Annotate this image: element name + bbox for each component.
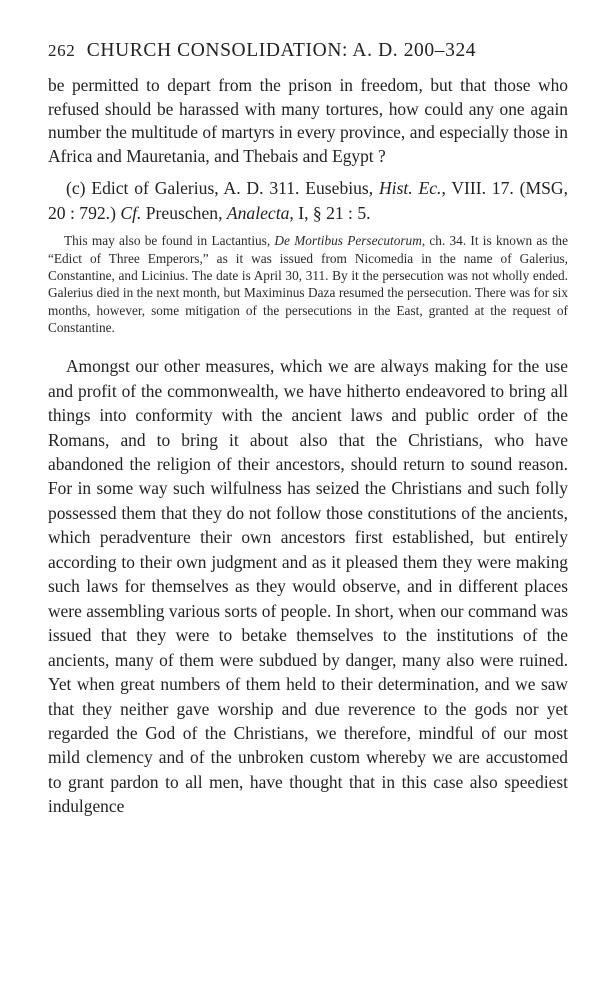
running-title: CHURCH CONSOLIDATION: A. D. 200–324: [86, 40, 477, 61]
book-page: [48, 38, 568, 819]
note-work-title: De Mortibus Persecutorum: [274, 233, 422, 249]
citation-part-3: Preuschen,: [141, 203, 227, 224]
citation-part-4: , I, § 21 : 5.: [289, 203, 371, 224]
citation-part-2: , VIII. 17. (MSG, 20 : 792.): [48, 178, 568, 224]
page-number: 262: [48, 41, 76, 60]
note-part-1: This may also be found in Lactantius,: [64, 233, 275, 249]
citation-work-hist-ec: Hist. Ec.: [378, 178, 442, 199]
citation-work-analecta: Analecta: [226, 203, 290, 224]
source-citation: [48, 176, 568, 226]
citation-cf: Cf.: [120, 203, 142, 224]
edict-text-paragraph: Amongst our other measures, which we are always making for the use and profit of the commonwealth, we have hitherto endeavored to bring all things into conformity with the ancient laws and public order of the Romans, and to bring it about also that the Christians, who have abandoned the religion of their ancestors, should return to sound reason. For in some way such wilfulness has seized the Christians and such folly possessed them that they do not follow those constitutions of the ancients, which peradventure their own ancestors first established, but entirely according to their own judgment and as it pleased them they were making such laws for themselves as they would observe, and in different places were assembling various sorts of people. In short, when our command was issued that they were to betake themselves to the institutions of the ancients, many of them were subdued by danger, many also were ruined. Yet when great numbers of them held to their determination, and we saw that they neither gave worship and due reverence to the gods nor yet regarded the God of the Christians, we therefore, mindful of our most mild clemency and of the unbroken custom whereby we are accustomed to grant pardon to all men, have thought that in this case also speediest indulgence: [48, 356, 568, 817]
citation-part-1: (c) Edict of Galerius, A. D. 311. Eusebius,: [66, 178, 379, 199]
running-header: [48, 38, 568, 64]
note-part-2: , ch. 34. It is known as the “Edict of Three Emperors,” as it was issued from Nicomedia in the name of Galerius, Constantine, and Licinius. The date is April 30, 311. By it the persecution was not wholly ended. Galerius died in the next month, but Maximinus Daza resumed the persecution. There was for six months, however, some mitigation of the persecutions in the East, granted at the request of Constantine.: [48, 233, 568, 335]
editorial-note: [48, 232, 568, 336]
continued-paragraph: be permitted to depart from the prison in freedom, but that those who refused should be harassed with many tortures, how could any one again number the multitude of martyrs in every province, and especially those in Africa and Mauretania, and Thebais and Egypt ?: [48, 75, 568, 166]
